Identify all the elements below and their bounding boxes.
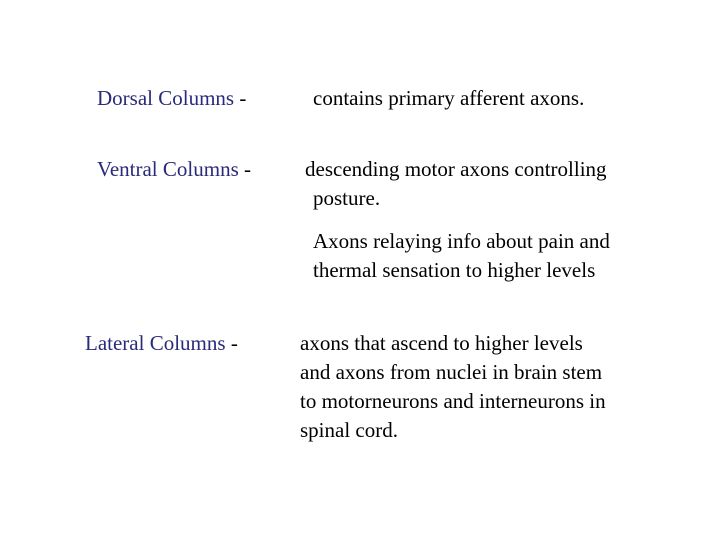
ventral-columns-description-continued [313, 227, 610, 285]
lateral-columns-dash: - [230, 331, 238, 355]
lateral-columns-label [85, 329, 238, 358]
lateral-line-2: and axons from nuclei in brain stem [300, 360, 603, 384]
ventral-columns-term: Ventral Columns [97, 157, 239, 181]
ventral-line-4: thermal sensation to higher levels [313, 258, 596, 282]
lateral-line-3: to motorneurons and interneurons in [300, 389, 606, 413]
ventral-columns-label [97, 155, 251, 184]
dorsal-columns-term: Dorsal Columns [97, 86, 235, 110]
ventral-line-2: posture. [313, 186, 381, 210]
ventral-line-1: descending motor axons controlling [305, 157, 607, 181]
dorsal-columns-description [313, 84, 584, 113]
lateral-columns-description [300, 329, 606, 445]
lateral-line-4: spinal cord. [300, 418, 398, 442]
ventral-line-3: Axons relaying info about pain and [313, 229, 610, 253]
dorsal-columns-dash: - [239, 86, 247, 110]
ventral-columns-dash: - [244, 157, 251, 181]
lateral-columns-term: Lateral Columns [85, 331, 226, 355]
dorsal-line-1: contains primary afferent axons. [313, 86, 585, 110]
dorsal-columns-label [97, 84, 246, 113]
lateral-line-1: axons that ascend to higher levels [300, 331, 583, 355]
ventral-columns-description [305, 155, 607, 213]
